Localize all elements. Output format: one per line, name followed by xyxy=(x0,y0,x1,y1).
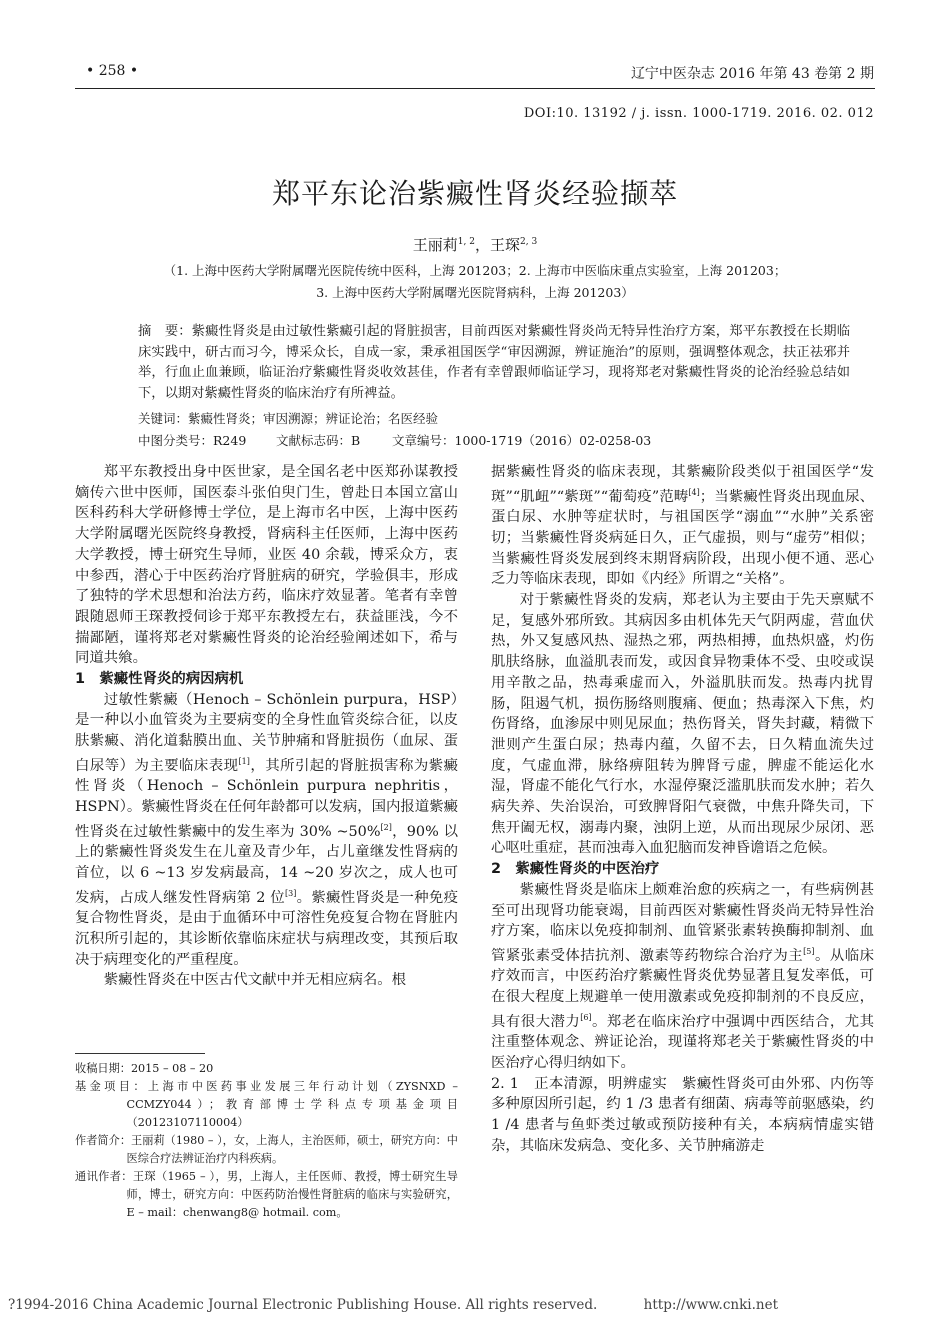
citation: [5] xyxy=(803,946,815,956)
paragraph: 过敏性紫癜（Henoch – Schönlein purpura，HSP）是一种以小血管炎为主要病变的全身性血管炎综合征，以皮肤紫癜、消化道黏膜出血、关节肿痛和肾脏损伤（血尿、蛋白尿等）为主要临床表现[1]，其所引起的肾脏损害称为紫癜性肾炎（Henoch – Schönlein purpura nephritis，HSPN）。紫癜性肾炎在任何年龄都可以发病，国内报道紫癜性肾炎在过敏性紫癜中的发生率为 30% ~50%[2]，90% 以上的紫癜性肾炎发生在儿童及青少年，占儿童继发性肾病的首位，以 6 ~13 岁发病最高，14 ~20 岁次之，成人也可发病，占成人继发性肾病第 2 位[3]。紫癜性肾炎是一种免疫复合物性肾炎，是由于血循环中可溶性免疫复合物在肾脏内沉积所引起的，其诊断依靠临床症状与病理改变，其预后取决于病理变化的严重程度。 xyxy=(75,691,458,968)
section-heading-2: 2 紫癜性肾炎的中医治疗 xyxy=(491,861,660,878)
affiliation-line-2: 3. 上海中医药大学附属曙光医院肾病科，上海 201203） xyxy=(316,285,634,300)
citation: [4] xyxy=(688,487,700,497)
citation: [2] xyxy=(380,822,392,832)
paragraph: 据紫癜性肾炎的临床表现，其紫癜阶段类似于祖国医学“发斑”“肌衄”“紫斑”“葡萄疫”范畴[4]；当紫癜性肾炎出现血尿、蛋白尿、水肿等症状时，与祖国医学“溺血”“水肿”关系密切；当紫癜性肾炎病延日久，正气虚损，则与“虚劳”相似；当紫癜性肾炎发展到终末期肾病阶段，出现小便不通、恶心乏力等临床表现，即如《内经》所谓之“关格”。 xyxy=(491,464,874,588)
article-number: 文章编号：1000-1719（2016）02-0258-03 xyxy=(392,433,652,448)
subsection-heading-2-1: 2. 1 正本清源，明辨虚实 xyxy=(491,1075,668,1092)
clc-number: 中图分类号：R249 xyxy=(138,433,247,448)
authors xyxy=(0,234,950,255)
abstract-label: 摘 要： xyxy=(138,324,192,339)
author-bio: 作者简介：王丽莉（1980 – ），女，上海人，主治医师，硕士，研究方向：中医综合疗法辨证治疗内科疾病。 xyxy=(75,1134,458,1165)
header-rule xyxy=(75,88,875,89)
keywords: 关键词：紫癜性肾炎；审因溯源；辨证论治；名医经验 xyxy=(138,411,439,426)
paragraph: 对于紫癜性肾炎的发病，郑老认为主要由于先天禀赋不足，复感外邪所致。其病因多由机体先天气阴两虚，营血伏热，外又复感风热、湿热之邪，两热相搏，血热炽盛，灼伤肌肤络脉，血溢肌表而发，或因食异物秉体不受、虫咬或误用辛散之品，热毒乘虚而入，外溢肌肤而发。热毒内扰胃肠，阻遏气机，损伤肠络则腹痛、便血；热毒深入下焦，灼伤肾络，血渗尿中则见尿血；热伤肾关，肾失封藏，精微下泄则产生蛋白尿；热毒内蕴，久留不去，日久精血流失过度，气虚血滞，脉络痹阻转为脾肾亏虚，脾虚不能运化水湿，肾虚不能化气行水，水湿停聚泛滥肌肤而发水肿；若久病失养、失治误治，可致脾肾阳气衰微，中焦升降失司，下焦开阖无权，溺毒内聚，浊阴上逆，从而出现尿少尿闭、恶心呕吐重症，甚而浊毒入血犯脑而发神昏谵语之危候。 xyxy=(491,592,874,857)
journal-name: 辽宁中医杂志 2016 年第 43 卷第 2 期 xyxy=(630,66,874,82)
paragraph: 郑平东教授出身中医世家，是全国名老中医郑孙谋教授嫡传六世中医师，国医泰斗张伯臾门生，曾赴日本国立富山医科药科大学研修博士学位，是上海市名中医，上海中医药大学附属曙光医院终身教授，肾病科主任医师，上海中医药大学教授，博士研究生导师，业医 40 余载，博采众方，衷中参西，潜心于中医药治疗肾脏病的研究，学验俱丰，形成了独特的学术思想和治法方药，临床疗效显著。笔者有幸曾跟随恩师王琛教授伺诊于郑平东教授左右，获益匪浅，今不揣鄙陋，谨将郑老对紫癜性肾炎的论治经验阐述如下，希与同道共飨。 xyxy=(75,464,458,667)
received-date: 收稿日期：2015 – 08 – 20 xyxy=(75,1062,214,1075)
citation: [1] xyxy=(238,756,250,766)
corresponding-author: 通讯作者：王琛（1965 – ），男，上海人，主任医师、教授，博士研究生导师，博士，研究方向：中医药防治慢性肾脏病的临床与实验研究，E – mail：chenwang8@ hotmail. com。 xyxy=(75,1170,458,1219)
page-number: • 258 • xyxy=(86,63,139,79)
author-1-affil: 1, 2 xyxy=(457,237,475,247)
citation: [6] xyxy=(580,1012,592,1022)
author-1: 王丽莉 xyxy=(412,236,458,254)
author-2: 王琛 xyxy=(490,236,521,254)
footnote-rule xyxy=(75,1053,205,1054)
paragraph: 紫癜性肾炎是临床上颇难治愈的疾病之一，有些病例甚至可出现肾功能衰竭，目前西医对紫癜性肾炎尚无特异性治疗方案，临床以免疫抑制剂、血管紧张素转换酶抑制剂、血管紧张素受体拮抗剂、激素等药物综合治疗为主[5]。从临床疗效而言，中医药治疗紫癜性肾炎优势显著且复发率低，可在很大程度上规避单一使用激素或免疫抑制剂的不良反应，具有很大潜力[6]。郑老在临床治疗中强调中西医结合，尤其注重整体观念、辨证论治，现谨将郑老关于紫癜性肾炎的中医治疗心得归纳如下。 xyxy=(491,881,874,1072)
right-column: 据紫癜性肾炎的临床表现，其紫癜阶段类似于祖国医学“发斑”“肌衄”“紫斑”“葡萄疫”范畴[4]；当紫癜性肾炎出现血尿、蛋白尿、水肿等症状时，与祖国医学“溺血”“水肿”关系密切；当紫癜性肾炎病延日久，正气虚损，则与“虚劳”相似；当紫癜性肾炎发展到终末期肾病阶段，出现小便不通、恶心乏力等临床表现，即如《内经》所谓之“关格”。 对于紫癜性肾炎的发病，郑老认为主要由于先天禀赋不足，复感外邪所致。其病因多由机体先天气阴两虚，营血伏热，外又复感风热、湿热之邪，两热相搏，血热炽盛，灼伤肌肤络脉，血溢肌表而发，或因食异物秉体不受、虫咬或误用辛散之品，热毒乘虚而入，外溢肌肤而发。热毒内扰胃肠，阻遏气机，损伤肠络则腹痛、便血；热毒深入下焦，灼伤肾络，血渗尿中则见尿血；热伤肾关，肾失封藏，精微下泄则产生蛋白尿；热毒内蕴，久留不去，日久精血流失过度，气虚血滞，脉络痹阻转为脾肾亏虚，脾虚不能运化水湿，肾虚不能化气行水，水湿停聚泛滥肌肤而发水肿；若久病失养、失治误治，可致脾肾阳气衰微，中焦升降失司，下焦开阖无权，溺毒内聚，浊阴上逆，从而出现尿少尿闭、恶心呕吐重症，甚而浊毒入血犯脑而发神昏谵语之危候。 2 紫癜性肾炎的中医治疗 紫癜性肾炎是临床上颇难治愈的疾病之一，有些病例甚至可出现肾功能衰竭，目前西医对紫癜性肾炎尚无特异性治疗方案，临床以免疫抑制剂、血管紧张素转换酶抑制剂、血管紧张素受体拮抗剂、激素等药物综合治疗为主[5]。从临床疗效而言，中医药治疗紫癜性肾炎优势显著且复发率低，可在很大程度上规避单一使用激素或免疫抑制剂的不良反应，具有很大潜力[6]。郑老在临床治疗中强调中西医结合，尤其注重整体观念、辨证论治，现谨将郑老关于紫癜性肾炎的中医治疗心得归纳如下。 2. 1 正本清源，明辨虚实 紫癜性肾炎可由外邪、内伤等多种原因所引起，约 1 /3 患者有细菌、病毒等前驱感染，约 1 /4 患者与鱼虾类过敏或预防接种有关，本病病情虚实错杂，其临床发病急、变化多、关节肿痛游走 xyxy=(491,464,874,1154)
abstract-text: 紫癜性肾炎是由过敏性紫癜引起的肾脏损害，目前西医对紫癜性肾炎尚无特异性治疗方案，郑平东教授在长期临床实践中，研古而习今，博采众长，自成一家，秉承祖国医学“审因溯源，辨证施治”的原则，强调整体观念，扶正祛邪并举，行血止血兼顾，临证治疗紫癜性肾炎收效甚佳，作者有幸曾跟师临证学习，现将郑老对紫癜性肾炎的论治经验总结如下，以期对紫癜性肾炎的临床治疗有所裨益。 xyxy=(138,324,851,401)
abstract xyxy=(138,322,850,404)
paragraph: 紫癜性肾炎在中医古代文献中并无相应病名。根 xyxy=(103,972,407,989)
affiliation-line-1: （1. 上海中医药大学附属曙光医院传统中医科，上海 201203；2. 上海市中医临床重点实验室，上海 201203； xyxy=(163,263,787,278)
website-link[interactable]: http://www.cnki.net xyxy=(643,1297,778,1313)
copyright-notice: ?1994-2016 China Academic Journal Electronic Publishing House. All rights reserved. xyxy=(8,1297,598,1313)
doi: DOI:10. 13192 / j. issn. 1000-1719. 2016. 02. 012 xyxy=(523,106,874,121)
section-heading-1: 1 紫癜性肾炎的病因病机 xyxy=(75,671,244,688)
left-column xyxy=(75,462,458,991)
citation: [3] xyxy=(284,888,297,898)
author-separator: ， xyxy=(474,236,490,254)
document-code: 文献标志码：B xyxy=(276,433,361,448)
article-title: 郑平东论治紫癜性肾炎经验撷萃 xyxy=(271,177,678,210)
author-2-affil: 2, 3 xyxy=(520,237,538,247)
fund-info: 基金项目：上海市中医药事业发展三年行动计划（ZYSNXD – CCMZY044）；教育部博士学科点专项基金项目（20123107110004） xyxy=(75,1080,458,1129)
footnotes xyxy=(75,1060,458,1222)
